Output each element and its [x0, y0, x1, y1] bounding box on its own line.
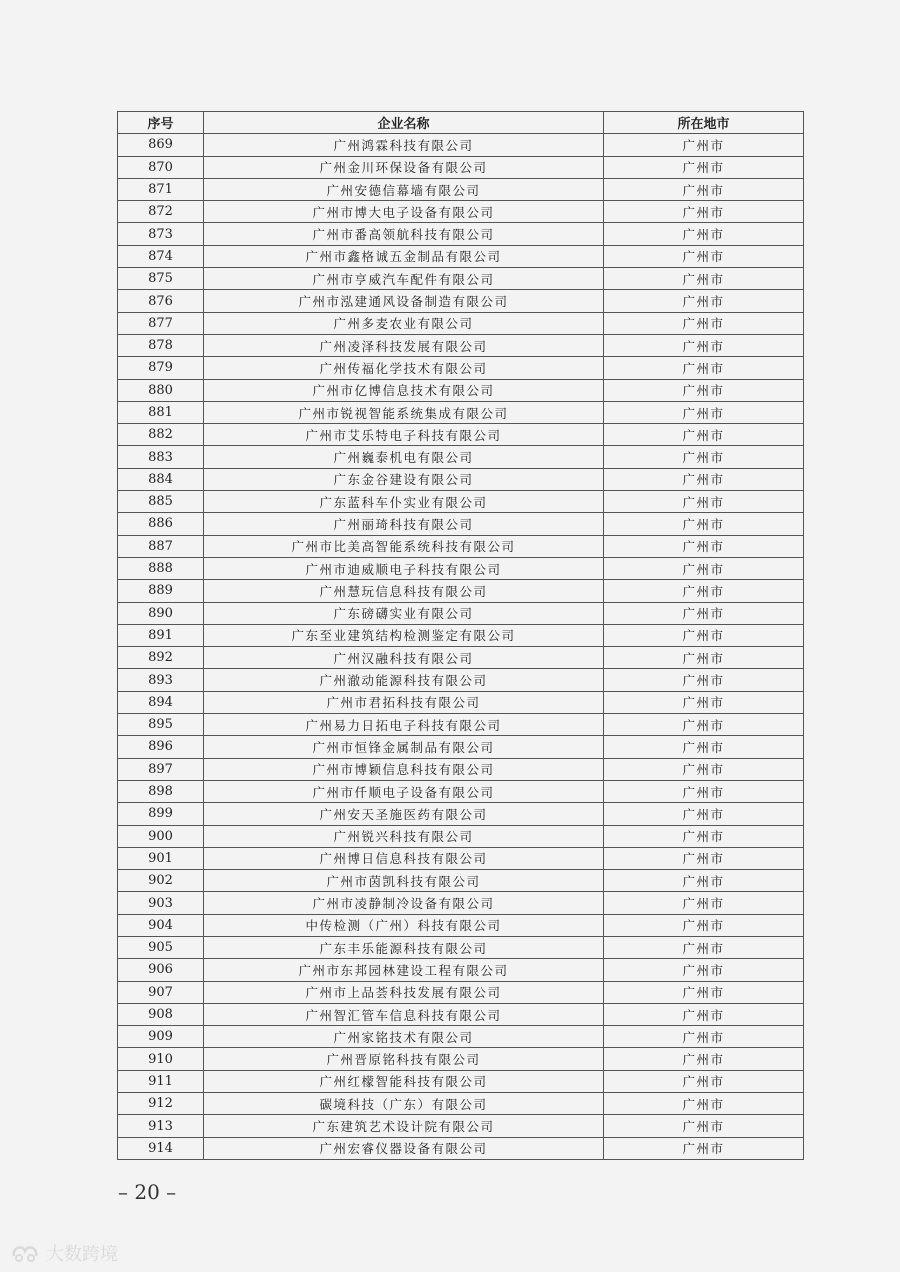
cell-city: 广州市: [604, 334, 804, 356]
cell-company-name: 广州澈动能源科技有限公司: [204, 669, 604, 691]
cell-company-name: 广州博日信息科技有限公司: [204, 847, 604, 869]
table-row: [118, 959, 804, 981]
cell-company-name: 广州市茵凯科技有限公司: [204, 870, 604, 892]
table-row: [118, 870, 804, 892]
cell-city: 广州市: [604, 580, 804, 602]
cell-serial: 874: [118, 245, 204, 267]
cell-company-name: 广州市亨威汽车配件有限公司: [204, 268, 604, 290]
cell-serial: 894: [118, 691, 204, 713]
table-row: [118, 312, 804, 334]
table-row: [118, 758, 804, 780]
table-row: [118, 491, 804, 513]
header-serial: 序号: [118, 112, 204, 134]
cell-city: 广州市: [604, 156, 804, 178]
cell-company-name: 广州多麦农业有限公司: [204, 312, 604, 334]
cell-city: 广州市: [604, 981, 804, 1003]
cell-serial: 903: [118, 892, 204, 914]
cell-city: 广州市: [604, 290, 804, 312]
cell-company-name: 广州市泓建通风设备制造有限公司: [204, 290, 604, 312]
cell-serial: 897: [118, 758, 204, 780]
cell-serial: 884: [118, 468, 204, 490]
table-row: [118, 825, 804, 847]
cell-city: 广州市: [604, 714, 804, 736]
table-row: [118, 847, 804, 869]
cell-city: 广州市: [604, 379, 804, 401]
cell-company-name: 广州红檬智能科技有限公司: [204, 1070, 604, 1092]
cell-serial: 877: [118, 312, 204, 334]
table-row: [118, 736, 804, 758]
table-row: [118, 468, 804, 490]
cell-company-name: 广州汉融科技有限公司: [204, 647, 604, 669]
table-row: [118, 892, 804, 914]
cell-serial: 870: [118, 156, 204, 178]
cell-company-name: 广州市君拓科技有限公司: [204, 691, 604, 713]
cell-city: 广州市: [604, 959, 804, 981]
table-row: [118, 334, 804, 356]
page-number: – 20 –: [118, 1180, 177, 1204]
cell-city: 广州市: [604, 201, 804, 223]
cell-company-name: 碳境科技（广东）有限公司: [204, 1093, 604, 1115]
cell-city: 广州市: [604, 513, 804, 535]
cell-company-name: 广东蓝科车仆实业有限公司: [204, 491, 604, 513]
cell-city: 广州市: [604, 134, 804, 156]
cell-serial: 910: [118, 1048, 204, 1070]
table-row: [118, 1048, 804, 1070]
cell-company-name: 广州慧玩信息科技有限公司: [204, 580, 604, 602]
cell-company-name: 广州晋原铭科技有限公司: [204, 1048, 604, 1070]
table-row: [118, 1070, 804, 1092]
cell-company-name: 广州智汇管车信息科技有限公司: [204, 1003, 604, 1025]
cell-city: 广州市: [604, 535, 804, 557]
cell-serial: 906: [118, 959, 204, 981]
cell-serial: 904: [118, 914, 204, 936]
cell-serial: 881: [118, 401, 204, 423]
cell-city: 广州市: [604, 1093, 804, 1115]
table-row: [118, 803, 804, 825]
cell-company-name: 广州宏睿仪器设备有限公司: [204, 1137, 604, 1159]
cell-serial: 913: [118, 1115, 204, 1137]
cell-company-name: 中传检测（广州）科技有限公司: [204, 914, 604, 936]
table-row: [118, 1093, 804, 1115]
cell-serial: 909: [118, 1026, 204, 1048]
cell-city: 广州市: [604, 936, 804, 958]
cell-serial: 875: [118, 268, 204, 290]
table-row: [118, 513, 804, 535]
cell-serial: 901: [118, 847, 204, 869]
cell-company-name: 广州丽琦科技有限公司: [204, 513, 604, 535]
table-row: [118, 446, 804, 468]
cell-serial: 914: [118, 1137, 204, 1159]
cell-serial: 892: [118, 647, 204, 669]
cell-city: 广州市: [604, 245, 804, 267]
cell-city: 广州市: [604, 647, 804, 669]
cell-city: 广州市: [604, 758, 804, 780]
cell-serial: 912: [118, 1093, 204, 1115]
cell-company-name: 广州市博颖信息科技有限公司: [204, 758, 604, 780]
cell-company-name: 广州传福化学技术有限公司: [204, 357, 604, 379]
cell-company-name: 广州市番高领航科技有限公司: [204, 223, 604, 245]
cell-serial: 898: [118, 780, 204, 802]
cell-company-name: 广州市东邦园林建设工程有限公司: [204, 959, 604, 981]
cell-serial: 887: [118, 535, 204, 557]
cell-serial: 883: [118, 446, 204, 468]
cell-company-name: 广州家铭技术有限公司: [204, 1026, 604, 1048]
cell-city: 广州市: [604, 914, 804, 936]
watermark-text: 大数跨境: [46, 1244, 118, 1265]
table-row: [118, 624, 804, 646]
cell-city: 广州市: [604, 624, 804, 646]
cell-company-name: 广东建筑艺术设计院有限公司: [204, 1115, 604, 1137]
cell-city: 广州市: [604, 178, 804, 200]
cell-city: 广州市: [604, 557, 804, 579]
watermark-logo-icon: [10, 1242, 40, 1264]
table-body: [118, 134, 804, 1160]
table-row: [118, 647, 804, 669]
cell-serial: 873: [118, 223, 204, 245]
cell-serial: 899: [118, 803, 204, 825]
cell-serial: 889: [118, 580, 204, 602]
cell-serial: 882: [118, 424, 204, 446]
cell-company-name: 广州市锐视智能系统集成有限公司: [204, 401, 604, 423]
cell-company-name: 广州市恒锋金属制品有限公司: [204, 736, 604, 758]
company-table: [117, 111, 804, 1160]
cell-serial: 908: [118, 1003, 204, 1025]
cell-serial: 905: [118, 936, 204, 958]
cell-company-name: 广东磅礴实业有限公司: [204, 602, 604, 624]
table-row: [118, 981, 804, 1003]
cell-serial: 900: [118, 825, 204, 847]
cell-city: 广州市: [604, 736, 804, 758]
cell-company-name: 广州市博大电子设备有限公司: [204, 201, 604, 223]
table-row: [118, 1026, 804, 1048]
cell-city: 广州市: [604, 491, 804, 513]
cell-serial: 876: [118, 290, 204, 312]
cell-company-name: 广州市上品荟科技发展有限公司: [204, 981, 604, 1003]
header-city: 所在地市: [604, 112, 804, 134]
cell-city: 广州市: [604, 825, 804, 847]
cell-city: 广州市: [604, 446, 804, 468]
cell-company-name: 广州市艾乐特电子科技有限公司: [204, 424, 604, 446]
header-company-name: 企业名称: [204, 112, 604, 134]
cell-city: 广州市: [604, 1003, 804, 1025]
cell-city: 广州市: [604, 1115, 804, 1137]
table-row: [118, 357, 804, 379]
cell-company-name: 广州市凌静制冷设备有限公司: [204, 892, 604, 914]
cell-serial: 902: [118, 870, 204, 892]
table-row: [118, 780, 804, 802]
cell-city: 广州市: [604, 1070, 804, 1092]
cell-city: 广州市: [604, 870, 804, 892]
table-row: [118, 201, 804, 223]
cell-company-name: 广州市迪威顺电子科技有限公司: [204, 557, 604, 579]
cell-city: 广州市: [604, 401, 804, 423]
cell-city: 广州市: [604, 602, 804, 624]
cell-city: 广州市: [604, 424, 804, 446]
cell-serial: 885: [118, 491, 204, 513]
cell-serial: 907: [118, 981, 204, 1003]
table-row: [118, 602, 804, 624]
table-row: [118, 936, 804, 958]
cell-company-name: 广州金川环保设备有限公司: [204, 156, 604, 178]
cell-city: 广州市: [604, 803, 804, 825]
cell-company-name: 广州市仟顺电子设备有限公司: [204, 780, 604, 802]
table-row: [118, 245, 804, 267]
cell-serial: 880: [118, 379, 204, 401]
cell-city: 广州市: [604, 1048, 804, 1070]
cell-city: 广州市: [604, 892, 804, 914]
cell-company-name: 广州鸿霖科技有限公司: [204, 134, 604, 156]
cell-city: 广州市: [604, 357, 804, 379]
cell-serial: 888: [118, 557, 204, 579]
table-header-row: [118, 112, 804, 134]
table-row: [118, 535, 804, 557]
cell-serial: 895: [118, 714, 204, 736]
table-row: [118, 268, 804, 290]
cell-serial: 896: [118, 736, 204, 758]
cell-serial: 891: [118, 624, 204, 646]
table-row: [118, 914, 804, 936]
cell-city: 广州市: [604, 312, 804, 334]
cell-company-name: 广州凌泽科技发展有限公司: [204, 334, 604, 356]
table-row: [118, 178, 804, 200]
cell-company-name: 广州市比美高智能系统科技有限公司: [204, 535, 604, 557]
cell-serial: 886: [118, 513, 204, 535]
cell-serial: 872: [118, 201, 204, 223]
cell-serial: 871: [118, 178, 204, 200]
cell-company-name: 广州巍泰机电有限公司: [204, 446, 604, 468]
cell-serial: 878: [118, 334, 204, 356]
cell-company-name: 广东至业建筑结构检测鉴定有限公司: [204, 624, 604, 646]
table-row: [118, 1115, 804, 1137]
cell-city: 广州市: [604, 691, 804, 713]
cell-city: 广州市: [604, 268, 804, 290]
cell-serial: 911: [118, 1070, 204, 1092]
cell-city: 广州市: [604, 1137, 804, 1159]
cell-company-name: 广州市亿博信息技术有限公司: [204, 379, 604, 401]
table-row: [118, 691, 804, 713]
table-row: [118, 669, 804, 691]
table-row: [118, 557, 804, 579]
table-row: [118, 714, 804, 736]
table-row: [118, 580, 804, 602]
cell-company-name: 广州易力日拓电子科技有限公司: [204, 714, 604, 736]
cell-serial: 879: [118, 357, 204, 379]
table-row: [118, 401, 804, 423]
watermark: [10, 1240, 118, 1266]
cell-company-name: 广东丰乐能源科技有限公司: [204, 936, 604, 958]
cell-city: 广州市: [604, 847, 804, 869]
table-row: [118, 223, 804, 245]
cell-serial: 890: [118, 602, 204, 624]
cell-city: 广州市: [604, 468, 804, 490]
cell-serial: 893: [118, 669, 204, 691]
cell-company-name: 广州安天圣施医药有限公司: [204, 803, 604, 825]
cell-company-name: 广州锐兴科技有限公司: [204, 825, 604, 847]
cell-company-name: 广州市鑫格诚五金制品有限公司: [204, 245, 604, 267]
table-row: [118, 379, 804, 401]
table-row: [118, 1003, 804, 1025]
cell-company-name: 广东金谷建设有限公司: [204, 468, 604, 490]
cell-city: 广州市: [604, 780, 804, 802]
table-row: [118, 156, 804, 178]
table-row: [118, 290, 804, 312]
table-row: [118, 1137, 804, 1159]
cell-city: 广州市: [604, 223, 804, 245]
cell-city: 广州市: [604, 1026, 804, 1048]
table-row: [118, 134, 804, 156]
table-row: [118, 424, 804, 446]
cell-city: 广州市: [604, 669, 804, 691]
cell-serial: 869: [118, 134, 204, 156]
cell-company-name: 广州安德信幕墙有限公司: [204, 178, 604, 200]
